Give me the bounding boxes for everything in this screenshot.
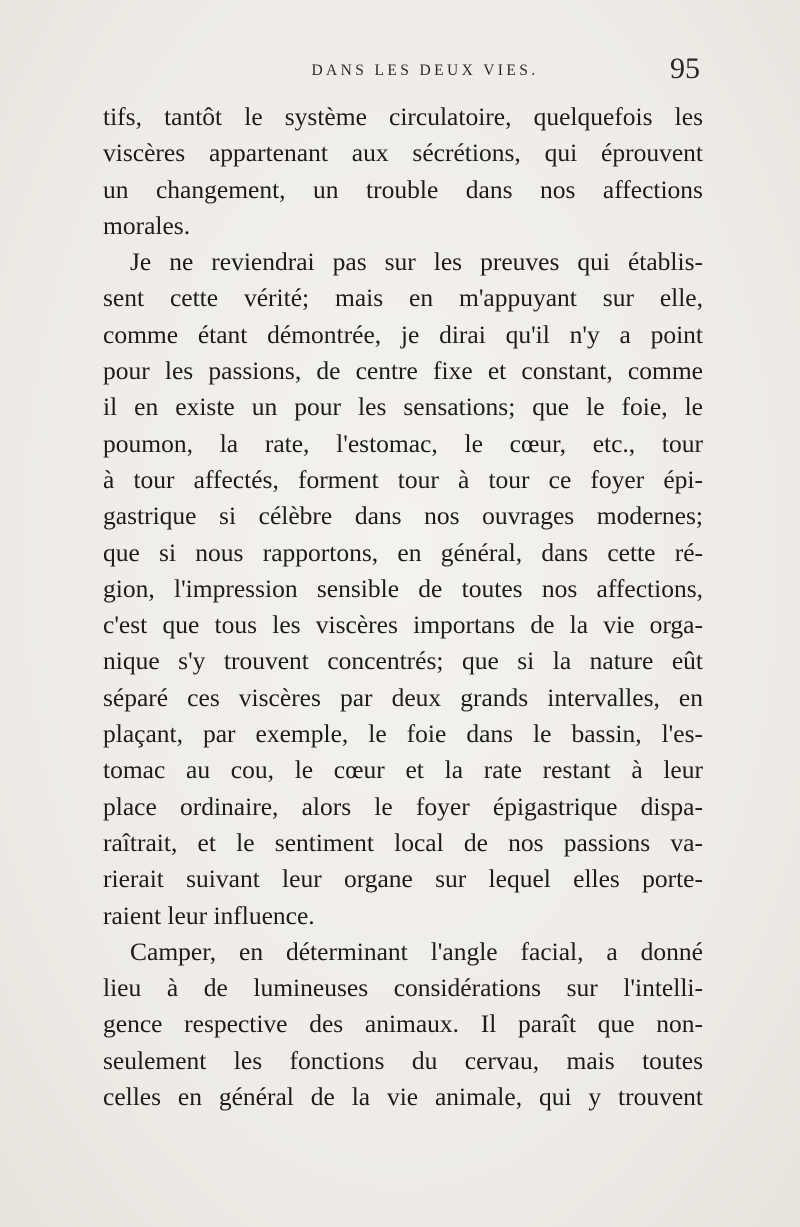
page-header (110, 52, 700, 88)
text-line: comme étant démontrée, je dirai qu'il n'y a point (103, 319, 703, 349)
text-line: gastrique si célèbre dans nos ouvrages modernes; (103, 501, 703, 531)
text-line: pour les passions, de centre fixe et constant, comme (103, 356, 703, 386)
text-line: tifs, tantôt le système circulatoire, quelquefois les (103, 102, 703, 131)
page-number: 95 (670, 52, 700, 85)
text-line: morales. (103, 210, 191, 240)
text-line: tomac au cou, le cœur et la rate restant à leur (103, 755, 703, 785)
text-line: c'est que tous les viscères importans de la vie orga- (103, 610, 703, 640)
text-line: il en existe un pour les sensations; que le foie, le (103, 392, 703, 422)
text-line: raient leur influence. (103, 900, 315, 930)
text-line: celles en général de la vie animale, qui y trouvent (103, 1082, 703, 1112)
text-line: que si nous rapportons, en général, dans cette ré- (103, 537, 703, 567)
text-line: lieu à de lumineuses considérations sur l'intelli- (103, 973, 703, 1003)
text-line: raîtrait, et le sentiment local de nos passions va- (103, 827, 703, 857)
text-line: poumon, la rate, l'estomac, le cœur, etc., tour (103, 428, 703, 458)
text-line: place ordinaire, alors le foyer épigastrique dispa- (103, 791, 703, 821)
text-line: rierait suivant leur organe sur lequel elles porte- (103, 864, 703, 894)
running-title: DANS LES DEUX VIES. (311, 62, 539, 79)
text-line: à tour affectés, forment tour à tour ce foyer épi- (103, 464, 703, 494)
text-line: nique s'y trouvent concentrés; que si la nature eût (103, 646, 703, 676)
text-line: viscères appartenant aux sécrétions, qui éprouvent (103, 138, 703, 168)
text-line: Camper, en déterminant l'angle facial, a donné (130, 936, 703, 966)
text-line: séparé ces viscères par deux grands intervalles, en (103, 682, 703, 712)
text-line: seulement les fonctions du cervau, mais toutes (103, 1045, 703, 1075)
text-line: gence respective des animaux. Il paraît que non- (103, 1009, 703, 1039)
text-line: Je ne reviendrai pas sur les preuves qui établis- (130, 247, 703, 277)
text-line: gion, l'impression sensible de toutes nos affections, (103, 573, 703, 603)
text-line: sent cette vérité; mais en m'appuyant sur elle, (103, 283, 703, 313)
text-line: plaçant, par exemple, le foie dans le bassin, l'es- (103, 719, 703, 749)
text-line: un changement, un trouble dans nos affections (103, 174, 703, 204)
body-text (103, 99, 703, 1115)
